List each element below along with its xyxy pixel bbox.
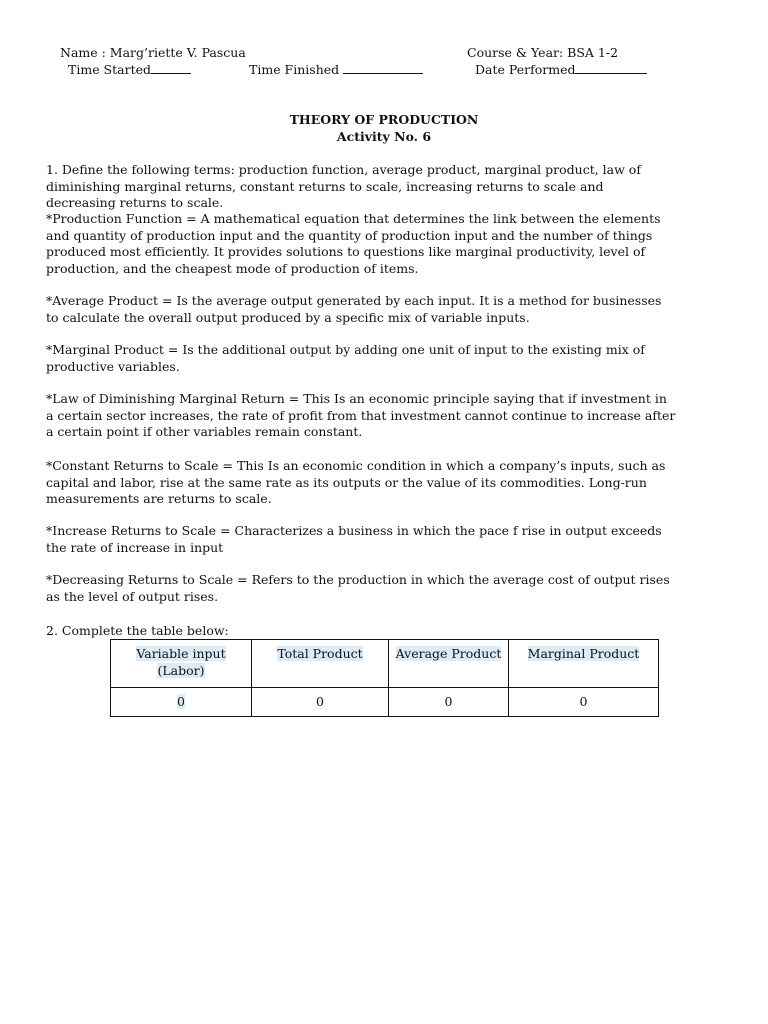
time-started-field	[68, 62, 191, 79]
course-year: Course & Year: BSA 1-2	[467, 45, 619, 60]
table-row	[111, 688, 659, 717]
definition-constant-returns: *Constant Returns to Scale = This Is an economic condition in which a company’s inputs, such as capital and labor, rise at the same rate as its outputs or the value of its commodities. Long-run measurements are returns to scale.	[46, 458, 666, 506]
definition-diminishing-returns: *Law of Diminishing Marginal Return = This Is an economic principle saying that if investment in a certain sector increases, the rate of profit from that investment cannot continue to increase after a certain point if other variables remain constant.	[46, 391, 676, 439]
date-performed-blank	[575, 62, 647, 74]
definition-decreasing-returns: *Decreasing Returns to Scale = Refers to the production in which the average cost of output rises as the level of output rises.	[46, 572, 670, 604]
header-marginal-product: Marginal Product	[527, 646, 640, 661]
date-performed-label: Date Performed	[475, 62, 576, 77]
student-name: Name : Marg’riette V. Pascua	[60, 45, 246, 60]
time-started-blank	[151, 62, 191, 74]
header-cell-total-product	[252, 640, 389, 688]
question-2: 2. Complete the table below:	[46, 623, 229, 638]
header-average-product: Average Product	[395, 646, 502, 661]
definition-average-product: *Average Product = Is the average output generated by each input. It is a method for businesses to calculate the overall output produced by a specific mix of variable inputs.	[46, 293, 662, 325]
header-cell-average-product	[389, 640, 509, 688]
header-variable-input: Variable input (Labor)	[136, 646, 226, 678]
cell-marginal-product: 0	[509, 688, 659, 717]
cell-total-product: 0	[252, 688, 389, 717]
time-finished-blank	[343, 62, 423, 74]
header-total-product: Total Product	[277, 646, 363, 661]
document-title: THEORY OF PRODUCTION	[289, 112, 479, 127]
definition-increasing-returns: *Increase Returns to Scale = Characterizes a business in which the pace f rise in output exceeds the rate of increase in input	[46, 523, 662, 555]
table-header-row	[111, 640, 659, 688]
question-1: 1. Define the following terms: production function, average product, marginal product, law of diminishing marginal returns, constant returns to scale, increasing returns to scale and decreasing returns to scale.	[46, 162, 641, 210]
time-finished-field	[249, 62, 423, 79]
time-finished-label: Time Finished	[249, 62, 340, 77]
activity-number: Activity No. 6	[336, 129, 432, 144]
cell-average-product: 0	[389, 688, 509, 717]
cell-variable-input-value: 0	[177, 693, 185, 709]
header-cell-variable-input	[111, 640, 252, 688]
definition-marginal-product: *Marginal Product = Is the additional output by adding one unit of input to the existing mix of productive variables.	[46, 342, 645, 374]
cell-variable-input	[111, 688, 252, 717]
production-table	[110, 639, 659, 717]
header-cell-marginal-product	[509, 640, 659, 688]
definition-production-function: *Production Function = A mathematical equation that determines the link between the elements and quantity of production input and the quantity of production input and the number of things produced most efficiently. It provides solutions to questions like marginal productivity, level of production, and the cheapest mode of production of items.	[46, 211, 661, 276]
time-started-label: Time Started	[68, 62, 151, 77]
date-performed-field	[475, 62, 647, 79]
